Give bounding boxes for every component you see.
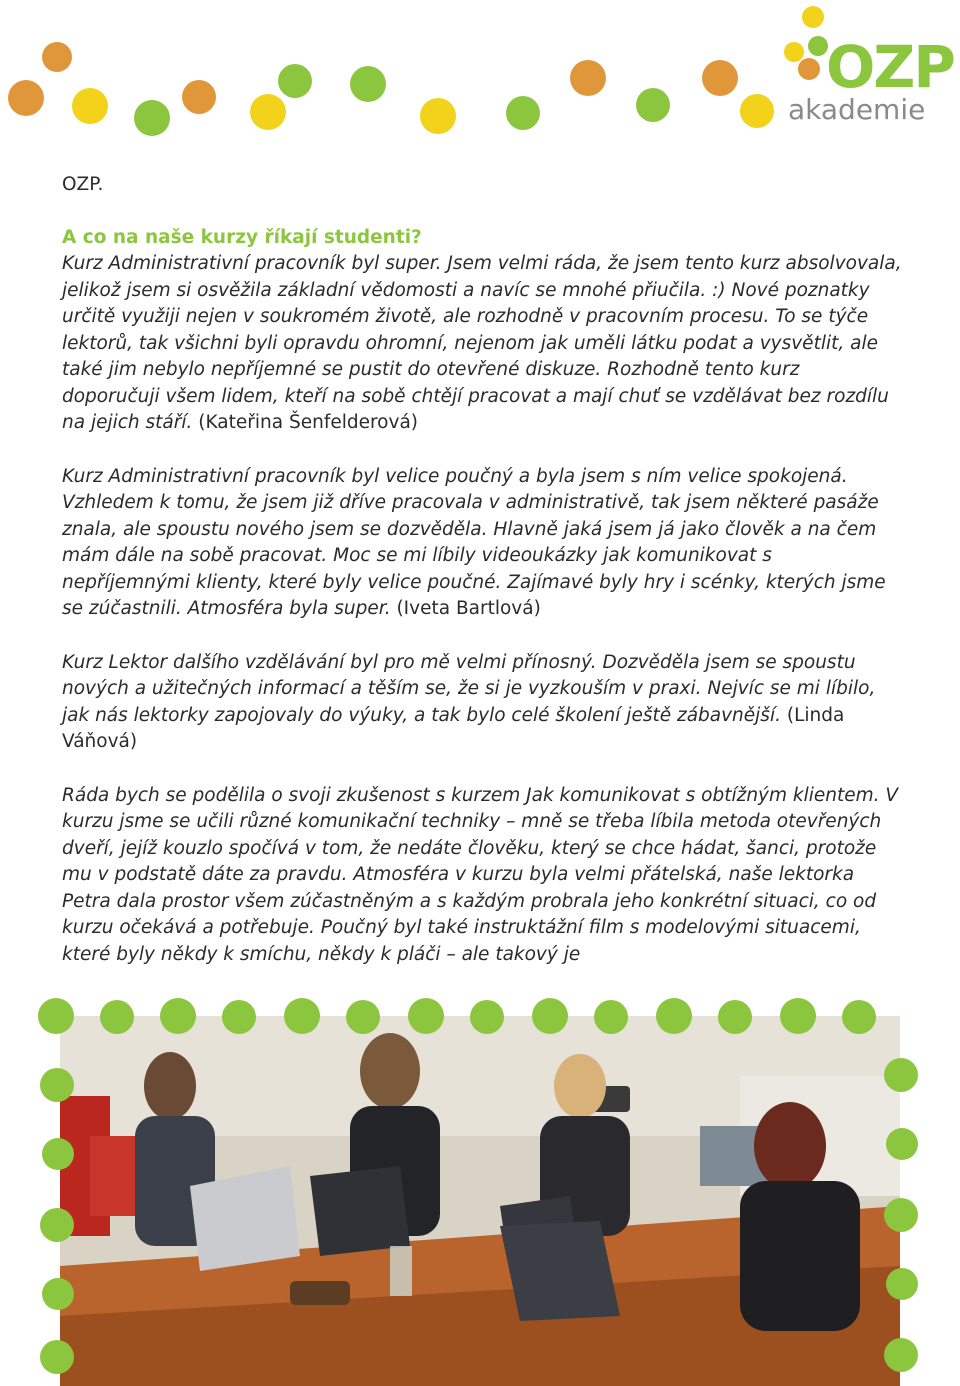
- testimonial-1: [62, 251, 902, 437]
- testimonial-1-author: (Kateřina Šenfelderová): [198, 412, 418, 433]
- testimonials-text: [62, 172, 902, 968]
- testimonial-4: [62, 783, 902, 969]
- testimonial-2-text: Kurz Administrativní pracovník byl velice poučný a byla jsem s ním velice spokojená. Vzhledem k tomu, že jsem již dříve pracovala v administrativě, tak jsem některé pasáže znala, ale spoustu nového jsem se dozvěděla. Hlavně jaká jsem já jako člověk a na čem mám dále na sobě pracovat. Moc se mi líbily videoukázky jak komunikovat s nepříjemnými klienty, které byly velice poučné. Zajímavé byly hry i scénky, kterých jsme se zúčastnili. Atmosféra byla super.: [62, 465, 886, 619]
- testimonial-3-text: Kurz Lektor dalšího vzdělávání byl pro mě velmi přínosný. Dozvěděla jsem se spoustu nových a užitečných informací a těším se, že si je vyzkouším v praxi. Nejvíc se mi líbilo, jak nás lektorky zapojovaly do výuky, a tak bylo celé školení ještě zábavnější.: [62, 651, 876, 726]
- logo-dot: [802, 6, 824, 28]
- logo-dot: [784, 42, 804, 62]
- photo-section: [0, 988, 960, 1386]
- testimonial-2: [62, 464, 902, 623]
- logo-subtitle: akademie: [788, 93, 926, 126]
- logo-dot: [808, 36, 828, 56]
- testimonial-3: [62, 650, 902, 756]
- decorative-dots-photo-border: [0, 988, 960, 1386]
- testimonial-4-text: Ráda bych se podělila o svoji zkušenost s kurzem Jak komunikovat s obtížným klientem. V kurzu jsme se učili různé komunikační techniky – mně se třeba líbila metoda otevřených dveří, jejíž kouzlo spočívá v tom, že nedáte člověku, který se chce hádat, šanci, protože mu v podstatě dáte za pravdu. Atmosféra v kurzu byla velmi přátelská, naše lektorka Petra dala prostor všem zúčastněným a s každým probrala jeho konkrétní situaci, co od kurzu očekává a potřebuje. Poučný byl také instruktážní film s modelovými situacemi, které byly někdy k smíchu, někdy k pláči – ale takový je: [62, 784, 899, 965]
- section-heading: A co na naše kurzy říkají studenti?: [62, 226, 422, 248]
- intro-text: OZP.: [62, 174, 104, 195]
- logo-wordmark: OZP: [826, 33, 954, 101]
- testimonial-1-text: Kurz Administrativní pracovník byl super. Jsem velmi ráda, že jsem tento kurz absolvovala, jelikož jsem si osvěžila základní vědomosti a navíc se mnohé přiučila. :) Nové poznatky určitě využiji nejen v soukromém životě, ale rozhodně v pracovním procesu. To se týče lektorů, tak všichni byli opravdu ohromní, nejenom jak uměli látku podat a vysvětlit, ale také jim nebylo nepříjemné se pustit do otevřené diskuze. Rozhodně tento kurz doporučuji všem lidem, kteří na sobě chtějí pracovat a mají chuť se vzdělávat bez rozdílu na jejich stáří.: [62, 253, 902, 433]
- logo-dot: [798, 58, 820, 80]
- testimonial-3-author: (Linda Váňová): [62, 704, 845, 752]
- testimonial-2-author: (Iveta Bartlová): [396, 598, 541, 619]
